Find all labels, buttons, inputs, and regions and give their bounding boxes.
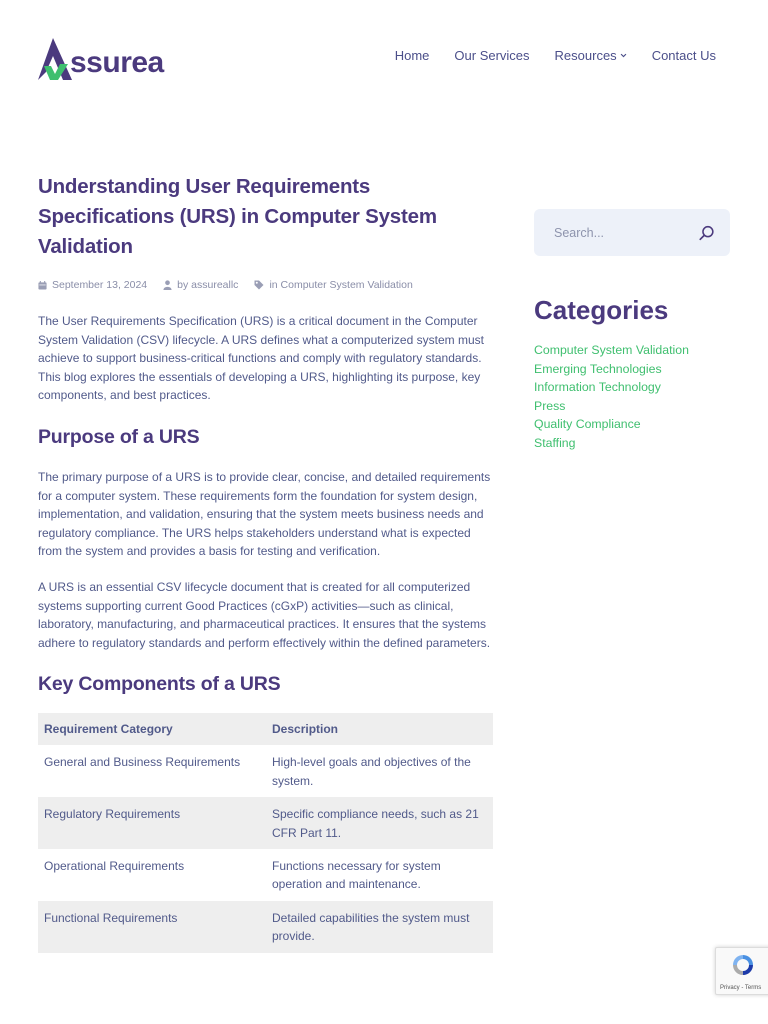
recaptcha-badge[interactable] xyxy=(715,947,768,995)
category-link-computer-system-validation[interactable]: Computer System Validation xyxy=(534,343,689,357)
table-cell: Functional Requirements xyxy=(38,901,266,953)
categories-heading: Categories xyxy=(534,295,669,325)
table-header-row xyxy=(38,713,493,745)
categories-list xyxy=(534,341,730,453)
site-logo[interactable] xyxy=(38,34,178,80)
post-author[interactable] xyxy=(163,279,238,291)
requirements-table xyxy=(38,713,493,952)
search-box xyxy=(534,209,730,256)
calendar-icon xyxy=(38,281,47,290)
nav-our-services[interactable] xyxy=(454,48,529,63)
post-category-text: in Computer System Validation xyxy=(269,279,413,291)
nav-contact-us-label: Contact Us xyxy=(651,48,716,63)
post-meta xyxy=(38,279,494,291)
nav-resources[interactable] xyxy=(555,48,627,63)
post-title: Understanding User Requirements Specifications (URS) in Computer System Validation xyxy=(38,175,437,258)
table-cell: General and Business Requirements xyxy=(44,755,241,770)
logo-wordmark: ssurea xyxy=(70,46,164,79)
section-heading-key-components: Key Components of a URS xyxy=(38,673,281,696)
search-input[interactable] xyxy=(534,209,694,256)
table-cell: Regulatory Requirements xyxy=(38,797,266,849)
purpose-paragraph-2: A URS is an essential CSV lifecycle document that is created for all computerized systems supporting current Good Practices (cGxP) activities—such as clinical, laboratory, manufacturing, and pharmaceutical practices. It ensures that the systems adhere to regulatory standards and perform effectively within the defined parameters. xyxy=(38,579,491,650)
recaptcha-links[interactable]: Privacy - Terms xyxy=(720,985,762,991)
nav-our-services-label: Our Services xyxy=(454,48,530,63)
tag-icon xyxy=(254,280,264,290)
nav-home-label: Home xyxy=(394,48,430,63)
post-date-text: September 13, 2024 xyxy=(52,279,148,291)
table-row xyxy=(38,745,493,797)
table-cell: Specific compliance needs, such as 21 CFR Part 11. xyxy=(266,797,493,849)
nav-resources-label: Resources xyxy=(554,48,617,63)
site-header xyxy=(0,0,768,110)
table-cell: Operational Requirements xyxy=(44,858,185,873)
chevron-down-icon xyxy=(620,52,627,59)
table-cell: Functions necessary for system operation and maintenance. xyxy=(272,858,441,892)
table-row xyxy=(38,901,493,953)
user-icon xyxy=(163,280,172,290)
category-link-press[interactable]: Press xyxy=(534,398,566,413)
main-nav xyxy=(395,48,716,63)
category-link-staffing[interactable]: Staffing xyxy=(534,435,576,450)
purpose-paragraph-1: The primary purpose of a URS is to provide clear, concise, and detailed requirements for a computer system. These requirements form the foundation for system design, implementation, and validation, ensuring that the system meets business needs and regulatory compliance. The URS helps stakeholders understand what is expected from the system and provides a basis for testing and verification. xyxy=(38,469,491,559)
category-link-information-technology[interactable]: Information Technology xyxy=(534,380,661,395)
post-category[interactable] xyxy=(254,279,412,291)
table-row xyxy=(38,849,493,901)
logo-mark xyxy=(38,36,72,80)
category-link-emerging-technologies[interactable]: Emerging Technologies xyxy=(534,361,662,376)
search-icon[interactable] xyxy=(698,224,716,242)
post-date xyxy=(38,279,147,291)
table-header-category: Requirement Category xyxy=(38,713,266,745)
post-author-text: by assureallc xyxy=(177,279,239,291)
table-header-description: Description xyxy=(266,713,493,745)
table-cell: Detailed capabilities the system must provide. xyxy=(266,901,493,953)
post-intro: The User Requirements Specification (URS) is a critical document in the Computer System Validation (CSV) lifecycle. A URS defines what a computerized system must achieve to support business-critical functions and comply with regulatory standards. This blog explores the essentials of developing a URS, highlighting its purpose, key components, and best practices. xyxy=(38,314,484,403)
blog-post xyxy=(38,172,494,953)
nav-home[interactable] xyxy=(395,48,430,63)
table-row xyxy=(38,797,493,849)
category-link-quality-compliance[interactable]: Quality Compliance xyxy=(534,417,641,432)
sidebar xyxy=(534,209,730,453)
recaptcha-icon xyxy=(731,953,755,977)
nav-contact-us[interactable] xyxy=(652,48,716,63)
section-heading-purpose: Purpose of a URS xyxy=(38,425,200,448)
table-cell: High-level goals and objectives of the system. xyxy=(272,755,471,788)
